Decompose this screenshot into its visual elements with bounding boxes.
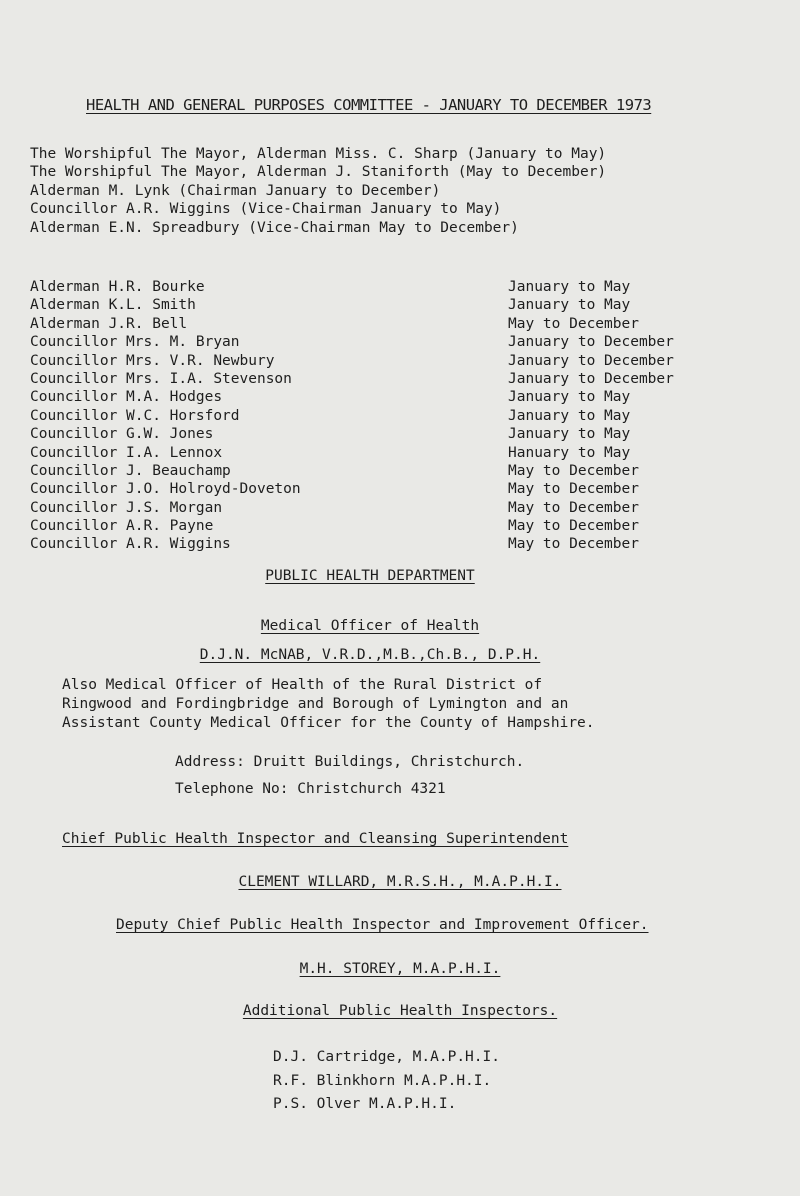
telephone-line: Telephone No: Christchurch 4321 [175,781,446,797]
inspector-name: R.F. Blinkhorn M.A.P.H.I. [273,1072,492,1089]
cphi-heading: Chief Public Health Inspector and Cleansing Superintendent [62,831,569,847]
moh-heading: Medical Officer of Health [260,618,480,634]
member-name: Councillor Mrs. I.A. Stevenson [30,370,292,387]
member-term: January to May [508,389,631,406]
member-name: Alderman K.L. Smith [30,297,196,314]
member-term: January to May [508,297,631,314]
department-title: PUBLIC HEALTH DEPARTMENT [265,568,475,584]
member-name: Councillor M.A. Hodges [30,389,223,406]
member-name: Alderman H.R. Bourke [30,279,205,295]
chair-list [30,145,606,237]
member-term: May to December [508,481,639,498]
member-term: May to December [508,315,639,332]
member-name: Councillor G.W. Jones [30,426,214,443]
member-name: Councillor A.R. Wiggins [30,536,231,553]
description-line: Ringwood and Fordingbridge and Borough of Lymington and an [62,696,569,712]
chair-line: Alderman E.N. Spreadbury (Vice-Chairman May to December) [30,219,519,236]
address-line: Address: Druitt Buildings, Christchurch. [175,754,525,770]
member-name: Councillor I.A. Lennox [30,444,223,461]
moh-description [62,676,595,733]
member-term: January to May [508,279,631,295]
member-name: Alderman J.R. Bell [30,315,188,332]
inspector-name: D.J. Cartridge, M.A.P.H.I. [273,1049,500,1065]
inspectors-list [273,1046,500,1117]
description-line: Also Medical Officer of Health of the Rural District of [62,677,543,693]
chair-line: Councillor A.R. Wiggins (Vice-Chairman January to May) [30,201,502,218]
member-name: Councillor Mrs. M. Bryan [30,334,240,351]
page-heading: HEALTH AND GENERAL PURPOSES COMMITTEE - JANUARY TO DECEMBER 1973 [86,96,652,114]
member-name: Councillor J.S. Morgan [30,499,223,516]
chair-line: The Worshipful The Mayor, Alderman J. Staniforth (May to December) [30,164,607,181]
deputy-heading: Deputy Chief Public Health Inspector and Improvement Officer. [116,917,649,933]
member-term: January to May [508,407,631,424]
member-term: May to December [508,536,639,553]
inspector-name: P.S. Olver M.A.P.H.I. [273,1096,457,1112]
moh-name: D.J.N. McNAB, V.R.D.,M.B.,Ch.B., D.P.H. [199,647,541,663]
cphi-name: CLEMENT WILLARD, M.R.S.H., M.A.P.H.I. [238,874,562,890]
additional-inspectors-heading: Additional Public Health Inspectors. [242,1003,558,1019]
description-line: Assistant County Medical Officer for the County of Hampshire. [62,715,595,731]
member-term: January to May [508,426,631,443]
member-name: Councillor J.O. Holroyd-Doveton [30,481,301,498]
chair-line: The Worshipful The Mayor, Alderman Miss. C. Sharp (January to May) [30,146,607,162]
chair-line: Alderman M. Lynk (Chairman January to December) [30,182,441,199]
member-term: May to December [508,462,639,479]
member-name: Councillor W.C. Horsford [30,407,240,424]
member-term: January to December [508,334,674,351]
member-name: Councillor Mrs. V.R. Newbury [30,352,275,369]
deputy-name: M.H. STOREY, M.A.P.H.I. [299,961,501,977]
member-term: May to December [508,518,639,535]
member-term: January to December [508,352,674,369]
member-name: Councillor A.R. Payne [30,518,214,535]
member-name: Councillor J. Beauchamp [30,462,231,479]
member-term: January to December [508,370,674,387]
member-term: May to December [508,499,639,516]
member-term: Hanuary to May [508,444,631,461]
